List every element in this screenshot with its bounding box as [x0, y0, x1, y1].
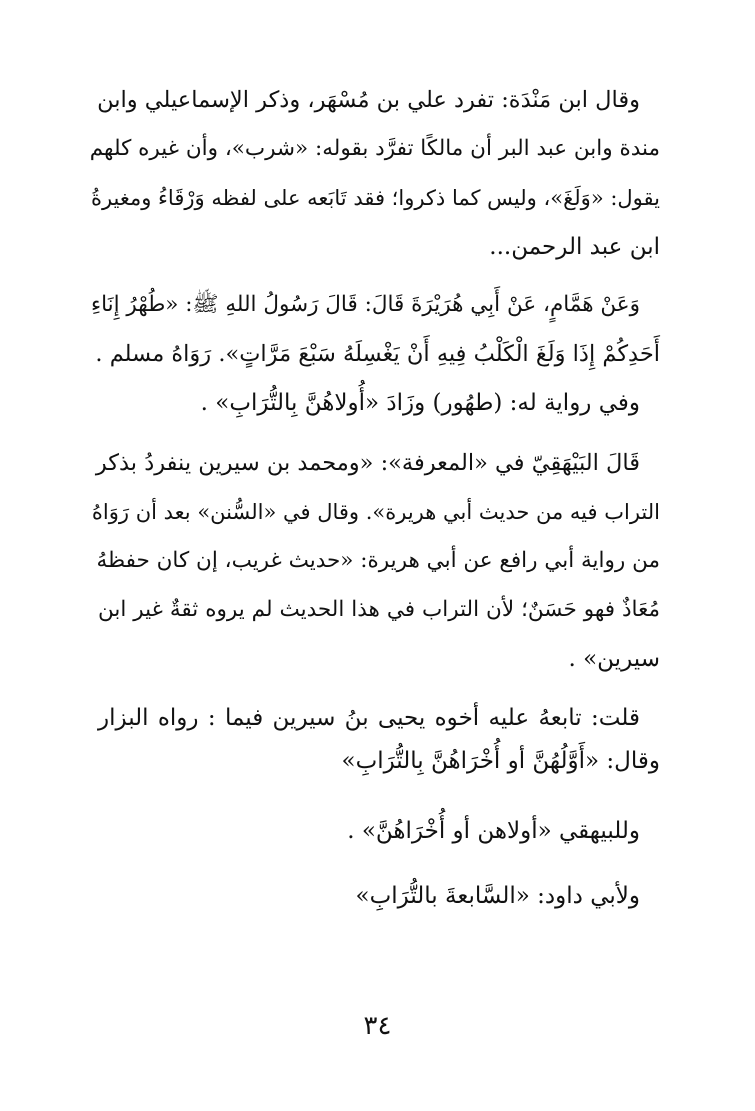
text-line: مندة وابن عبد البر أن مالكًا تفرَّد بقوله: «شرب»، وأن غيره كلهم [89, 136, 660, 161]
hadith-line: أَحَدِكُمْ إِذَا وَلَغَ الْكَلْبُ فِيهِ أَنْ يَغْسِلَهُ سَبْعَ مَرَّاتٍ». رَوَاهُ مسلم . [95, 341, 660, 367]
text-line: التراب فيه من حديث أبي هريرة». وقال في «السُّنن» بعد أن رَوَاهُ [91, 500, 660, 524]
page-number: ٣٤ [363, 1011, 392, 1041]
text-line: من رواية أبي رافع عن أبي هريرة: «حديث غريب، إن كان حفظهُ [96, 548, 660, 573]
text-line: ابن عبد الرحمن... [489, 234, 660, 260]
text-line: وقال: «أَوَّلُهُنَّ أو أُخْرَاهُنَّ بِالتُّرَابِ» [341, 748, 660, 774]
text-line: قَالَ البَيْهَقِيّ في «المعرفة»: «ومحمد بن سيرين ينفردُ بذكر [95, 450, 640, 476]
text-line: ولأبي داود: «السَّابعةَ بالتُّرَابِ» [355, 883, 640, 909]
text-line: يقول: «وَلَغَ»، وليس كما ذكروا؛ فقد تَابَعه على لفظه وَرْقَاءُ ومغيرةُ [90, 186, 660, 210]
text-line: سيرين» . [568, 646, 660, 672]
text-line: وفي رواية له: (طهُور) وزَادَ «أُولاهُنَّ بِالتُّرَابِ» . [200, 390, 640, 416]
hadith-line: وَعَنْ هَمَّامٍ، عَنْ أَبِي هُرَيْرَةَ قَالَ: قَالَ رَسُولُ اللهِ ﷺ: «طُهْرُ إِنَاءِ [90, 292, 640, 317]
text-line: مُعَاذٌ فهو حَسَنٌ؛ لأن التراب في هذا الحديث لم يروه ثقةٌ غير ابن [98, 597, 660, 622]
text-line: وللبيهقي «أولاهن أو أُخْرَاهُنَّ» . [347, 818, 640, 844]
text-line: قلت: تابعهُ عليه أخوه يحيى بنُ سيرين فيما : رواه البزار [98, 705, 640, 731]
text-line: وقال ابن مَنْدَة: تفرد علي بن مُسْهَر، وذكر الإسماعيلي وابن [97, 87, 640, 113]
